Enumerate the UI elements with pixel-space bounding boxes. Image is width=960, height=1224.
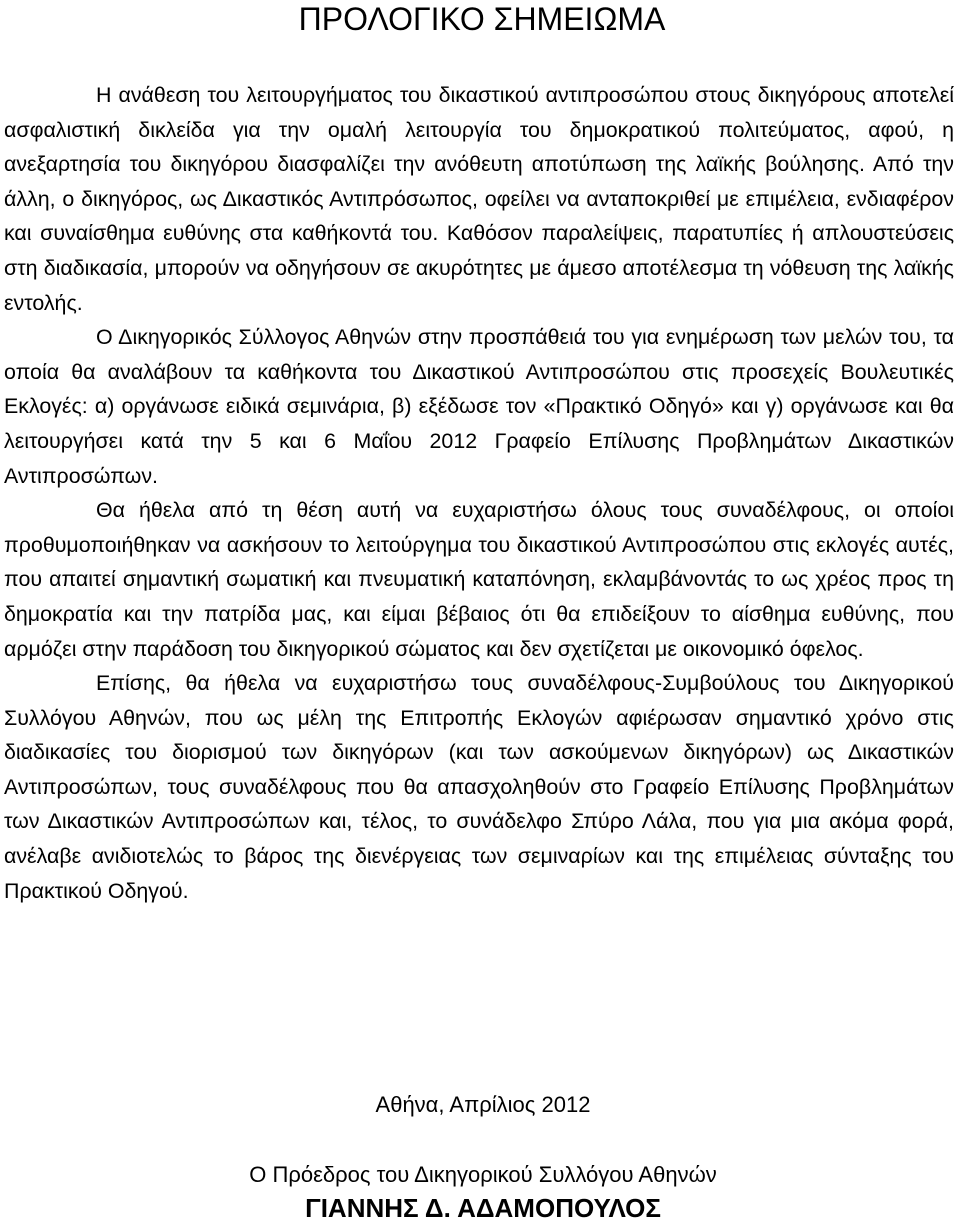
place-date: Αθήνα, Απρίλιος 2012 — [375, 1092, 591, 1117]
signatory-role: Ο Πρόεδρος του Δικηγορικού Συλλόγου Αθηνών — [249, 1162, 717, 1187]
paragraph-2: Ο Δικηγορικός Σύλλογος Αθηνών στην προσπάθειά του για ενημέρωση των μελών του, τα οποία θα αναλάβουν τα καθήκοντα του Δικαστικού Αντιπροσώπου στις προσεχείς Βουλευτικές Εκλογές: α) οργάνωσε ειδικά σεμινάρια, β) εξέδωσε τον «Πρακτικό Οδηγό» και γ) οργάνωσε και θα λειτουργήσει κατά την 5 και 6 Μαΐου 2012 Γραφείο Επίλυσης Προβλημάτων Δικαστικών Αντιπροσώπων. — [4, 325, 954, 488]
document-body — [4, 42, 954, 908]
paragraph-1: Η ανάθεση του λειτουργήματος του δικαστικού αντιπροσώπου στους δικηγόρους αποτελεί ασφαλιστική δικλείδα για την ομαλή λειτουργία του δημοκρατικού πολιτεύματος, αφού, η ανεξαρτησία του δικηγόρου διασφαλίζει την ανόθευτη αποτύπωση της λαϊκής βούλησης. Από την άλλη, ο δικηγόρος, ως Δικαστικός Αντιπρόσωπος, οφείλει να ανταποκριθεί με επιμέλεια, ενδιαφέρον και συναίσθημα ευθύνης στα καθήκοντά του. Καθόσον παραλείψεις, παρατυπίες ή απλουστεύσεις στη διαδικασία, μπορούν να οδηγήσουν σε ακυρότητες με άμεσο αποτέλεσμα τη νόθευση της λαϊκής εντολής. — [4, 83, 954, 315]
signatory-name: ΓΙΑΝΝΗΣ Δ. ΑΔΑΜΟΠΟΥΛΟΣ — [305, 1193, 661, 1223]
paragraph-3: Θα ήθελα από τη θέση αυτή να ευχαριστήσω όλους τους συναδέλφους, οι οποίοι προθυμοποιήθηκαν να ασκήσουν το λειτούργημα του δικαστικού Αντιπροσώπου στις εκλογές αυτές, που απαιτεί σημαντική σωματική και πνευματική καταπόνηση, εκλαμβάνοντάς το ως χρέος προς τη δημοκρατία και την πατρίδα μας, και είμαι βέβαιος ότι θα επιδείξουν το αίσθημα ευθύνης, που αρμόζει στην παράδοση του δικηγορικού σώματος και δεν σχετίζεται με οικονομικό όφελος. — [4, 498, 954, 661]
paragraph-4: Επίσης, θα ήθελα να ευχαριστήσω τους συναδέλφους-Συμβούλους του Δικηγορικού Συλλόγου Αθηνών, που ως μέλη της Επιτροπής Εκλογών αφιέρωσαν σημαντικό χρόνο στις διαδικασίες του διορισμού των δικηγόρων (και των ασκούμενων δικηγόρων) ως Δικαστικών Αντιπροσώπων, τους συναδέλφους που θα απασχοληθούν στο Γραφείο Επίλυσης Προβλημάτων των Δικαστικών Αντιπροσώπων και, τέλος, το συνάδελφο Σπύρο Λάλα, που για μια ακόμα φορά, ανέλαβε ανιδιοτελώς το βάρος της διενέργειας των σεμιναρίων και της επιμέλειας σύνταξης του Πρακτικού Οδηγού. — [4, 671, 954, 903]
document-title: ΠΡΟΛΟΓΙΚΟ ΣΗΜΕΙΩΜΑ — [298, 1, 666, 37]
